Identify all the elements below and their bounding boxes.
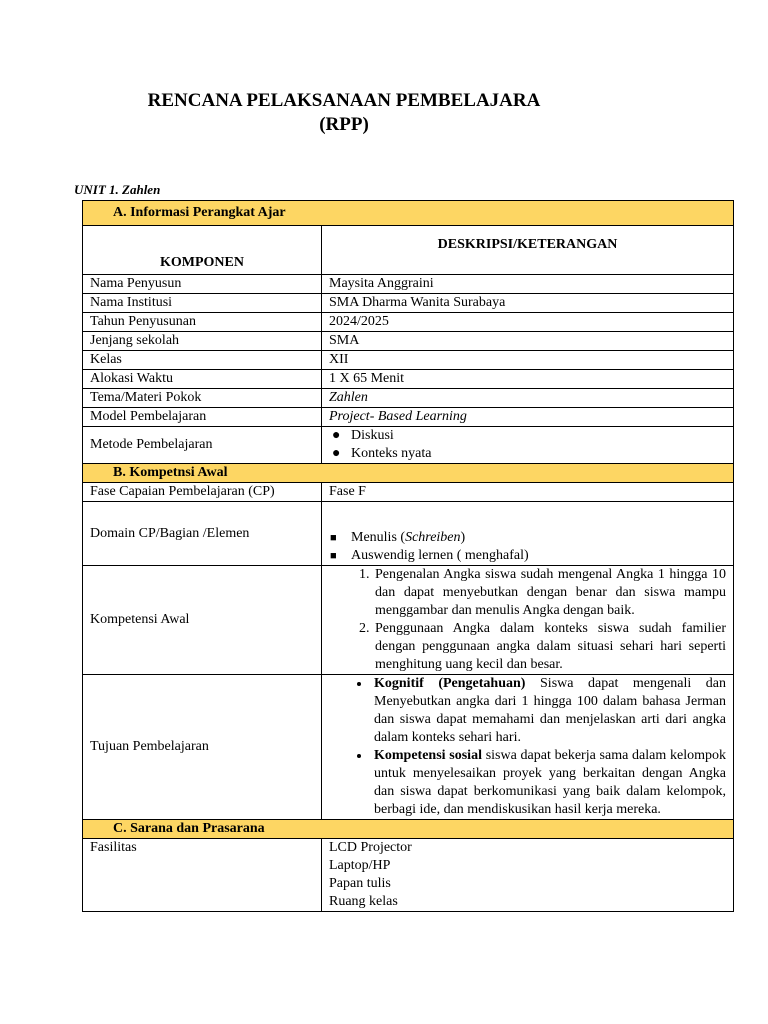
- bullet-icon: ●: [332, 446, 341, 461]
- section-c-row: [83, 820, 734, 839]
- row-label: Alokasi Waktu: [83, 370, 322, 389]
- table-row: [83, 566, 734, 675]
- row-label: Domain CP/Bagian /Elemen: [83, 502, 322, 566]
- document-subtitle: (RPP): [319, 114, 369, 135]
- row-label: Jenjang sekolah: [83, 332, 322, 351]
- row-value: [322, 566, 734, 675]
- deskripsi-header: DESKRIPSI/KETERANGAN: [322, 226, 734, 275]
- bullet-list: [329, 675, 726, 819]
- bullet-icon: ●: [332, 428, 341, 443]
- komponen-header: KOMPONEN: [83, 226, 322, 275]
- rpp-table: [82, 200, 734, 912]
- list-item: • Kognitif (Pengetahuan) Siswa dapat mengenali dan Menyebutkan angka dari 1 hingga 100 dalam bahasa Jerman dan siswa dapat memahami dan menjelaskan arti dari angka dalam konteks sehari hari.: [371, 675, 726, 747]
- table-row: [83, 675, 734, 820]
- section-b-heading: B. Kompetnsi Awal: [83, 464, 734, 483]
- list-item: 2. Penggunaan Angka dalam konteks siswa sudah familier dengan penggunaan angka dalam situasi sehari hari seperti menghitung uang kecil dan besar.: [373, 620, 726, 674]
- header-row: [83, 226, 734, 275]
- row-label: Tahun Penyusunan: [83, 313, 322, 332]
- row-value: [322, 675, 734, 820]
- list-item: ■ Menulis (Schreiben): [330, 530, 466, 545]
- document-title: RENCANA PELAKSANAAN PEMBELAJARA: [147, 90, 541, 111]
- list-item: ● Diskusi: [332, 428, 394, 443]
- row-value: [322, 839, 734, 912]
- table-row: [83, 313, 734, 332]
- row-value: Zahlen: [322, 389, 734, 408]
- unit-label: UNIT 1. Zahlen: [74, 182, 161, 197]
- row-value: [322, 427, 734, 464]
- list-item: Papan tulis: [329, 876, 391, 891]
- row-label: Kompetensi Awal: [83, 566, 322, 675]
- table-row: [83, 294, 734, 313]
- section-b-row: [83, 464, 734, 483]
- row-label: Fase Capaian Pembelajaran (CP): [83, 483, 322, 502]
- row-value: Fase F: [322, 483, 734, 502]
- table-row: [83, 427, 734, 464]
- square-bullet-icon: ■: [330, 532, 337, 544]
- row-value: Maysita Anggraini: [322, 275, 734, 294]
- square-bullet-icon: ■: [330, 550, 337, 562]
- row-value: XII: [322, 351, 734, 370]
- row-value: Project- Based Learning: [322, 408, 734, 427]
- list-item: ● Konteks nyata: [332, 446, 432, 461]
- section-c-heading: C. Sarana dan Prasarana: [83, 820, 734, 839]
- row-label: Tujuan Pembelajaran: [83, 675, 322, 820]
- section-a-row: [83, 201, 734, 226]
- table-row: [83, 483, 734, 502]
- row-label: Metode Pembelajaran: [83, 427, 322, 464]
- row-label: Kelas: [83, 351, 322, 370]
- list-item: Laptop/HP: [329, 858, 391, 873]
- row-value: SMA Dharma Wanita Surabaya: [322, 294, 734, 313]
- row-value: [322, 502, 734, 566]
- list-item: 1. Pengenalan Angka siswa sudah mengenal Angka 1 hingga 10 dan dapat menyebutkan dengan benar dan siswa mampu menggambar dan menulis Angka dengan baik.: [373, 566, 726, 620]
- list-item: Ruang kelas: [329, 894, 398, 909]
- table-row: [83, 839, 734, 912]
- table-row: [83, 275, 734, 294]
- table-row: [83, 370, 734, 389]
- table-row: [83, 389, 734, 408]
- numbered-list: [329, 566, 726, 674]
- row-label: Fasilitas: [83, 839, 322, 912]
- list-item: LCD Projector: [329, 840, 412, 855]
- row-label: Nama Institusi: [83, 294, 322, 313]
- row-label: Nama Penyusun: [83, 275, 322, 294]
- row-label: Tema/Materi Pokok: [83, 389, 322, 408]
- row-value: 1 X 65 Menit: [322, 370, 734, 389]
- table-row: [83, 502, 734, 566]
- list-item: • Kompetensi sosial siswa dapat bekerja sama dalam kelompok untuk menyelesaikan proyek yang berkaitan dengan Angka dan siswa dapat berkomunikasi yang baik dalam kelompok, berbagi ide, dan mendiskusikan hasil kerja mereka.: [371, 747, 726, 819]
- list-item: ■ Auswendig lernen ( menghafal): [330, 548, 529, 563]
- table-row: [83, 408, 734, 427]
- row-value: 2024/2025: [322, 313, 734, 332]
- table-row: [83, 332, 734, 351]
- table-row: [83, 351, 734, 370]
- row-label: Model Pembelajaran: [83, 408, 322, 427]
- row-value: SMA: [322, 332, 734, 351]
- section-a-heading: A. Informasi Perangkat Ajar: [83, 201, 734, 226]
